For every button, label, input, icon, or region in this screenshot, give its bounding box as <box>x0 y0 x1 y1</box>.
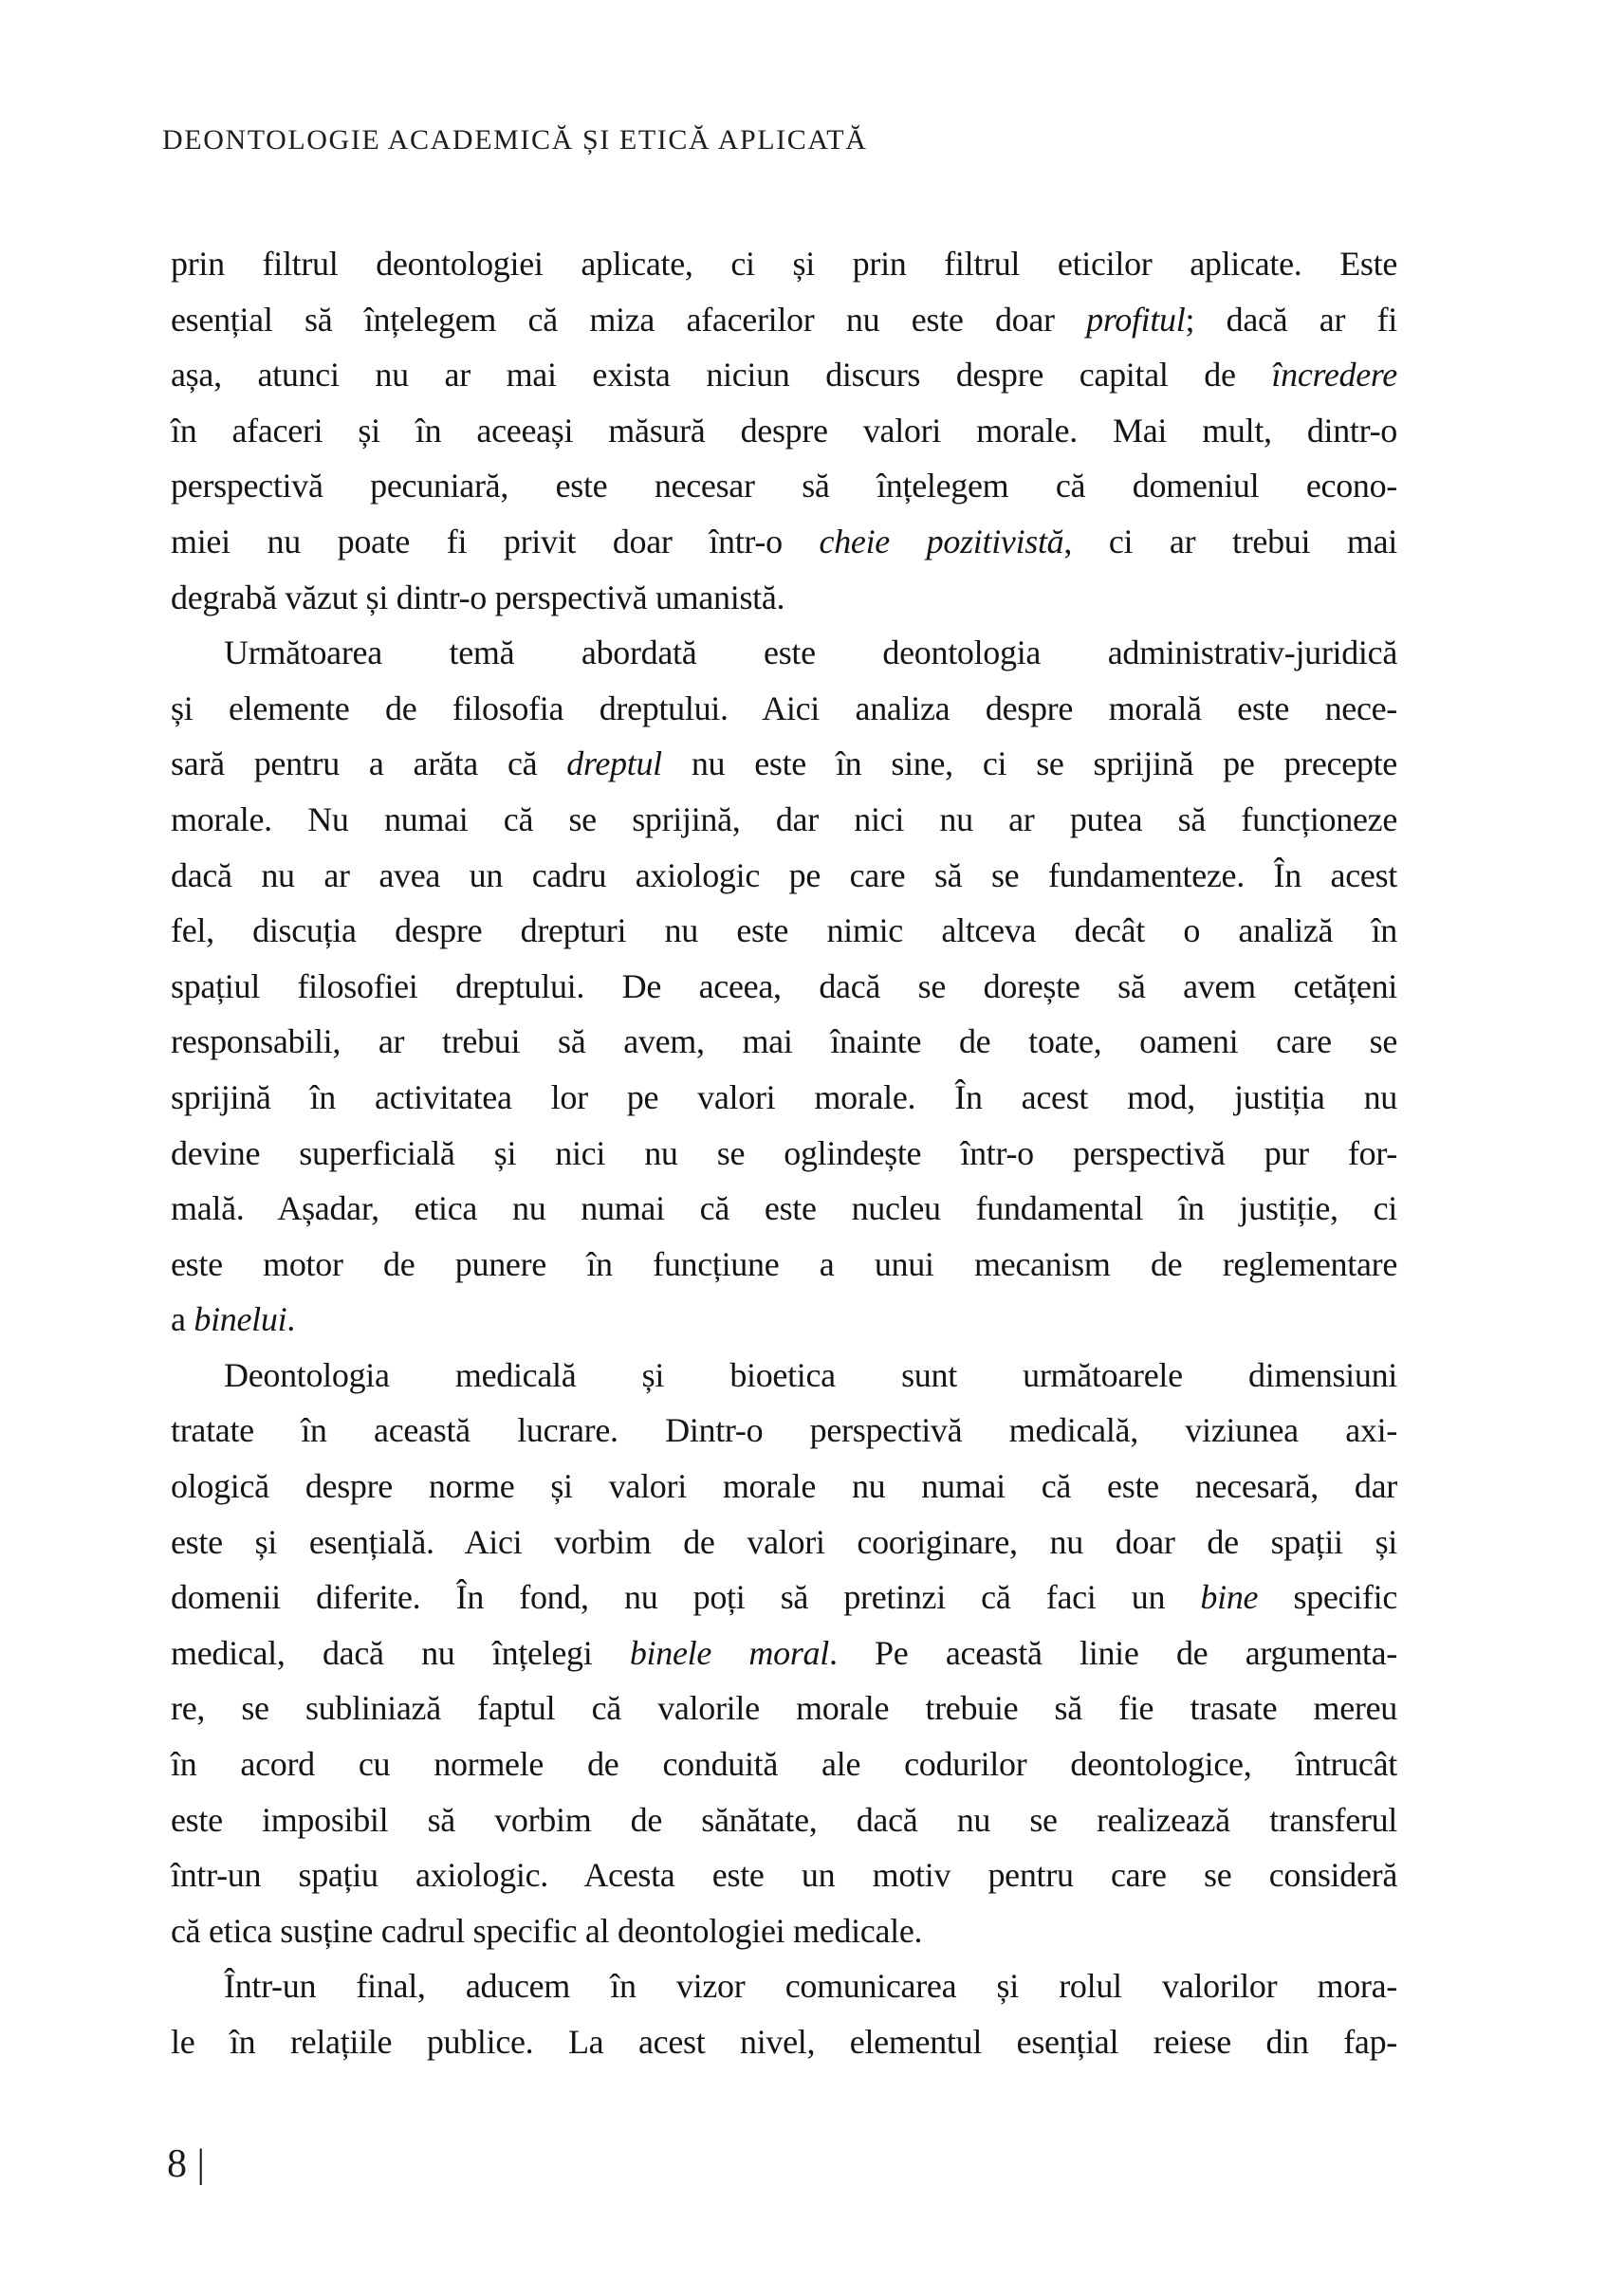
italic-text-segment: bine <box>1200 1578 1259 1617</box>
italic-text-segment: cheie pozitivistă <box>819 522 1064 560</box>
italic-text-segment: binelui <box>194 1300 287 1339</box>
text-line <box>171 792 1397 848</box>
text-line <box>171 1181 1397 1237</box>
text-segment: este și esențială. Aici vorbim de valori cooriginare, nu doar de spații și <box>171 1522 1397 1561</box>
text-segment: tratate în această lucrare. Dintr-o perspectivă medicală, viziunea axi- <box>171 1411 1397 1450</box>
text-segment: morale. Nu numai că se sprijină, dar nici nu ar putea să funcționeze <box>171 799 1397 838</box>
text-line <box>171 514 1397 570</box>
text-line <box>171 1348 1397 1404</box>
text-segment: Deontologia medicală și bioetica sunt următoarele dimensiuni <box>224 1355 1397 1394</box>
text-line <box>171 1403 1397 1459</box>
text-line <box>171 1070 1397 1126</box>
text-line <box>171 681 1397 737</box>
text-segment: ologică despre norme și valori morale nu numai că este necesară, dar <box>171 1467 1397 1506</box>
text-line <box>171 1014 1397 1070</box>
text-line <box>171 2014 1397 2070</box>
text-line <box>171 625 1397 681</box>
text-line <box>171 1515 1397 1570</box>
italic-text-segment: încredere <box>1271 356 1397 395</box>
text-segment: re, se subliniază faptul că valorile morale trebuie să fie trasate mereu <box>171 1689 1397 1728</box>
text-line <box>171 736 1397 792</box>
running-header: DEONTOLOGIE ACADEMICĂ ȘI ETICĂ APLICATĂ <box>162 124 868 156</box>
text-segment: esențial să înțelegem că miza afacerilor nu este doar <box>171 300 1087 339</box>
text-line <box>171 403 1397 459</box>
text-block <box>171 236 1397 2070</box>
text-segment: și elemente de filosofia dreptului. Aici analiza despre morală este nece- <box>171 689 1397 727</box>
text-segment: medical, dacă nu înțelegi <box>171 1633 630 1672</box>
text-line <box>171 1237 1397 1293</box>
text-segment: într-un spațiu axiologic. Acesta este un motiv pentru care se consideră <box>171 1856 1397 1895</box>
text-line <box>171 1903 1397 1959</box>
text-segment: ; dacă ar fi <box>1185 300 1398 339</box>
text-segment: . Pe această linie de argumenta- <box>828 1633 1397 1672</box>
text-line <box>171 1126 1397 1182</box>
text-line <box>171 347 1397 403</box>
text-line <box>171 1736 1397 1792</box>
text-segment: spațiul filosofiei dreptului. De aceea, dacă se dorește să avem cetățeni <box>171 966 1397 1005</box>
text-segment: devine superficială și nici nu se oglindește într-o perspectivă pur for- <box>171 1133 1397 1172</box>
text-segment: fel, discuția despre drepturi nu este nimic altceva decât o analiză în <box>171 911 1397 950</box>
text-line <box>171 570 1397 626</box>
text-line <box>171 1570 1397 1626</box>
text-line <box>171 959 1397 1015</box>
text-segment: nu este în sine, ci se sprijină pe precepte <box>661 744 1397 783</box>
text-segment: degrabă văzut și dintr-o perspectivă umanistă. <box>171 578 785 616</box>
text-line <box>171 1626 1397 1681</box>
text-line <box>171 903 1397 959</box>
text-segment: specific <box>1258 1578 1397 1617</box>
text-line <box>171 1459 1397 1515</box>
italic-text-segment: dreptul <box>566 744 662 783</box>
text-line <box>171 1292 1397 1348</box>
text-segment: Următoarea temă abordată este deontologia administrativ-juridică <box>224 634 1397 672</box>
text-line <box>171 458 1397 514</box>
text-line <box>171 1792 1397 1848</box>
text-line <box>171 236 1397 292</box>
text-segment: Într-un final, aducem în vizor comunicarea și rolul valorilor mora- <box>224 1967 1397 2006</box>
text-segment: în acord cu normele de conduită ale codurilor deontologice, întrucât <box>171 1745 1397 1784</box>
italic-text-segment: profitul <box>1086 300 1186 339</box>
text-segment: așa, atunci nu ar mai exista niciun discurs despre capital de <box>171 356 1272 395</box>
text-segment: sprijină în activitatea lor pe valori morale. În acest mod, justiția nu <box>171 1077 1397 1116</box>
text-segment: responsabili, ar trebui să avem, mai înainte de toate, oameni care se <box>171 1022 1397 1061</box>
text-segment: le în relațiile publice. La acest nivel, elementul esențial reiese din fap- <box>171 2023 1397 2061</box>
text-line <box>171 292 1397 348</box>
text-segment: a <box>171 1300 194 1339</box>
text-line <box>171 1958 1397 2014</box>
page-number: 8 | <box>167 2142 205 2186</box>
text-segment: este imposibil să vorbim de sănătate, dacă nu se realizează transferul <box>171 1800 1397 1839</box>
text-line <box>171 848 1397 904</box>
text-segment: prin filtrul deontologiei aplicate, ci și prin filtrul eticilor aplicate. Este <box>171 245 1397 283</box>
text-line <box>171 1847 1397 1903</box>
text-segment: miei nu poate fi privit doar într-o <box>171 522 820 560</box>
text-segment: , ci ar trebui mai <box>1063 522 1397 560</box>
text-segment: este motor de punere în funcțiune a unui mecanism de reglementare <box>171 1244 1397 1283</box>
text-segment: mală. Așadar, etica nu numai că este nucleu fundamental în justiție, ci <box>171 1189 1397 1228</box>
text-segment: sară pentru a arăta că <box>171 744 567 783</box>
text-segment: . <box>286 1300 295 1339</box>
text-line <box>171 1681 1397 1736</box>
text-segment: că etica susține cadrul specific al deontologiei medicale. <box>171 1911 923 1950</box>
text-segment: în afaceri și în aceeași măsură despre valori morale. Mai mult, dintr-o <box>171 411 1397 450</box>
text-segment: perspectivă pecuniară, este necesar să înțelegem că domeniul econo- <box>171 467 1397 505</box>
italic-text-segment: binele moral <box>629 1633 829 1672</box>
text-segment: dacă nu ar avea un cadru axiologic pe care să se fundamenteze. În acest <box>171 855 1397 894</box>
text-segment: domenii diferite. În fond, nu poți să pretinzi că faci un <box>171 1578 1201 1617</box>
